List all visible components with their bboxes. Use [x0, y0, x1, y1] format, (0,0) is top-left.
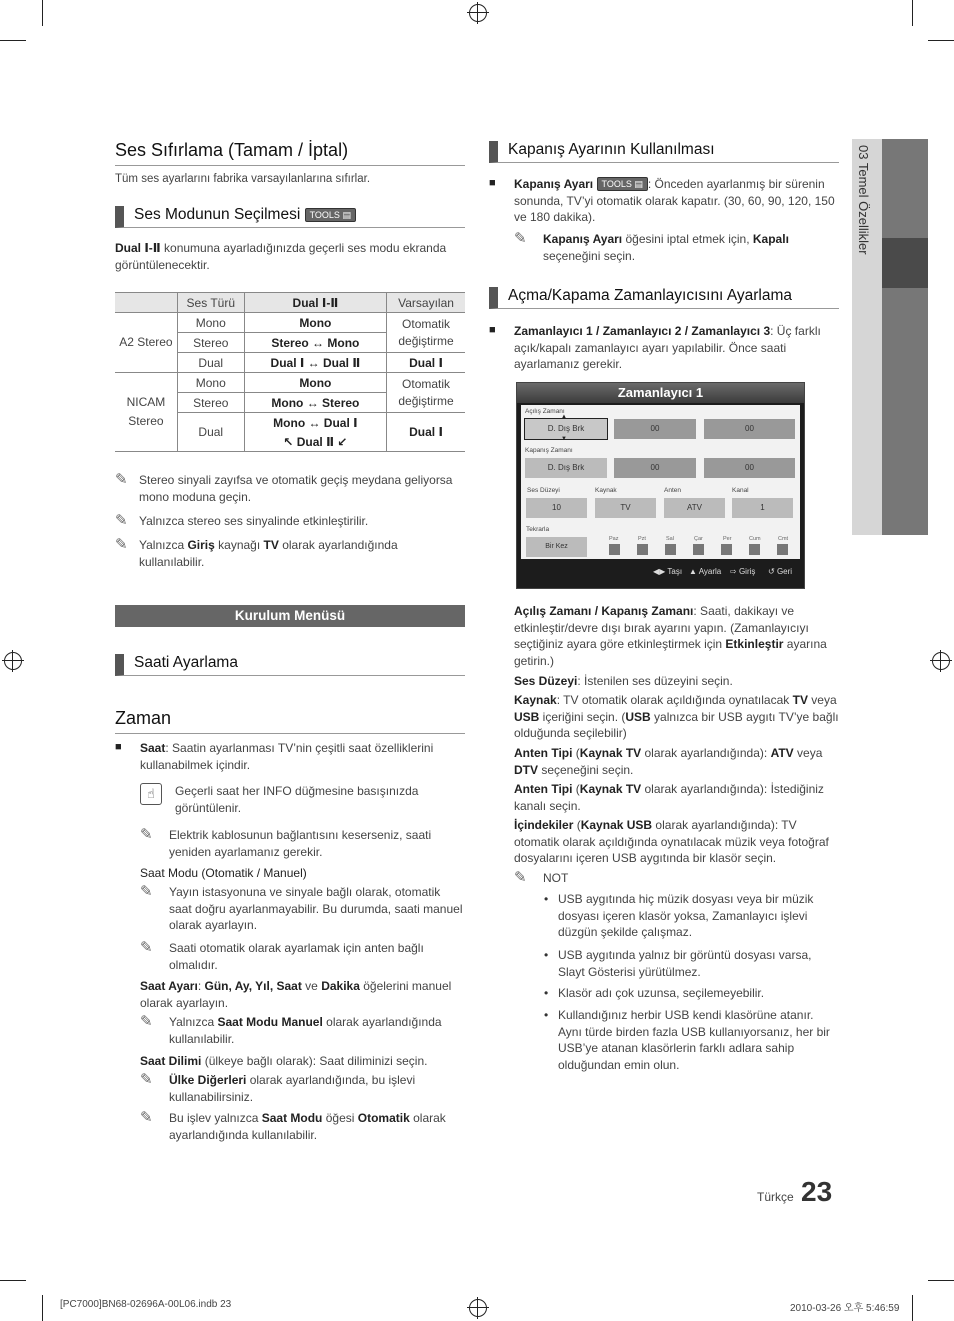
note-text: Saati otomatik olarak ayarlamak için anten bağlı olmalıdır.	[169, 941, 424, 972]
table-cell: Mono	[244, 313, 386, 333]
table-cell: Mono	[244, 373, 386, 393]
crop-mark	[912, 1295, 913, 1321]
note-pencil-icon: ✎	[140, 826, 153, 843]
note-text: Stereo sinyali zayıfsa ve otomatik geçiş meydana geliyorsa mono moduna geçin.	[139, 473, 453, 504]
down-arrow-icon: ▼	[561, 436, 567, 442]
list-item	[544, 891, 834, 941]
text: (	[573, 818, 581, 832]
day-checkbox[interactable]	[665, 544, 676, 555]
bold-text: Etkinleştir	[725, 637, 784, 651]
timer-panel	[521, 405, 800, 559]
square-bullet-icon: ■	[115, 741, 122, 753]
hand-icon: ☝	[140, 783, 162, 805]
table-cell: Mono ↔ Stereo	[244, 393, 386, 413]
bullet-paragraph	[115, 740, 465, 773]
text: öğesi	[322, 1111, 358, 1125]
table-cell: Stereo ↔ Mono	[244, 333, 386, 353]
text: ayarına getirin.)	[514, 637, 827, 668]
bullet-dot-icon: •	[544, 986, 549, 1000]
bold-text: Saat Modu	[261, 1111, 323, 1125]
on-minute-field[interactable]: 00	[704, 419, 795, 439]
off-hour-field[interactable]: 00	[614, 458, 696, 478]
note	[115, 513, 465, 530]
channel-field[interactable]: 1	[732, 498, 793, 518]
paragraph	[514, 745, 839, 778]
bullet-paragraph	[489, 176, 839, 226]
note	[514, 231, 839, 264]
note-pencil-icon: ✎	[115, 536, 128, 553]
section-title-zaman: Zaman	[115, 708, 465, 734]
note	[140, 884, 465, 934]
paragraph	[115, 240, 465, 273]
sub-heading: Saat Modu (Otomatik / Manuel)	[140, 866, 307, 880]
crop-mark	[42, 0, 43, 26]
text: olarak ayarlandığında kullanılabilir.	[169, 1015, 442, 1046]
table-cell: Stereo	[177, 393, 244, 413]
registration-mark-icon	[469, 1299, 487, 1317]
crop-mark	[0, 40, 26, 41]
bullet-paragraph	[489, 323, 839, 373]
note	[140, 1110, 465, 1143]
bold-text: TV	[263, 538, 279, 552]
bold-text: ATV	[770, 746, 794, 760]
paragraph	[514, 781, 839, 814]
text: olarak ayarlandığında): TV otomatik olarak açıldığında oynatılacak müzik veya fotoğraf dosyalarını içeren USB aygıtında bir klasör seçin.	[514, 818, 829, 865]
bold-text: Ses Düzeyi	[514, 674, 578, 688]
text: olarak ayarlandığında, bu işlevi kullanabilirsiniz.	[169, 1073, 416, 1104]
label-anten: Anten	[664, 487, 681, 494]
text: : Üç farklı açık/kapalı zamanlayıcı ayarı yapılabilir. Önce saati ayarlamanız gerekir.	[514, 324, 821, 371]
note-text: Yalnızca stereo ses sinyalinde etkinleştirilir.	[139, 514, 369, 528]
table-header: Ses Türü	[177, 293, 244, 313]
updown-arrows-icon: ▲	[689, 567, 697, 576]
text: öğelerini manuel olarak ayarlayın.	[140, 979, 452, 1010]
text: öğesini iptal etmek için,	[622, 232, 753, 246]
table-cell: Mono	[177, 373, 244, 393]
list-text: Kullandığınız herbir USB kendi klasörüne atanır. Aynı türde birden fazla USB kullanıyorsanız, her bir USB’ye atanan klasörlerin farklı adlara sahip olduğundan emin olun.	[558, 1008, 830, 1072]
text: (	[572, 782, 580, 796]
registration-mark-icon	[4, 652, 22, 670]
bullet-dot-icon: •	[544, 892, 549, 906]
table-header-empty	[115, 293, 177, 313]
footer-label: Taşı	[667, 567, 683, 576]
antenna-field[interactable]: ATV	[664, 498, 725, 518]
enter-icon: ⇨	[730, 567, 737, 576]
bold-text: Anten Tipi	[514, 746, 573, 760]
bold-text: Anten Tipi	[514, 782, 573, 796]
bullet-dot-icon: •	[544, 948, 549, 962]
paragraph	[514, 817, 839, 867]
note	[140, 1072, 465, 1105]
text: : TV otomatik olarak açıldığında oynatılacak	[556, 693, 793, 707]
bold-text: Dual Ⅰ-Ⅱ	[115, 241, 161, 255]
day-checkbox[interactable]	[693, 544, 704, 555]
day-label: Sal	[666, 536, 674, 542]
text: olarak ayarlandığında kullanılabilir.	[139, 538, 398, 569]
footer-label: Geri	[776, 567, 793, 576]
note	[140, 940, 465, 973]
note-pencil-icon: ✎	[140, 1071, 153, 1088]
note-text: NOT	[543, 871, 569, 885]
crop-mark	[0, 1280, 26, 1281]
text: : Önceden ayarlanmış bir sürenin sonunda, TV’yi otomatik olarak kapatır. (30, 60, 90, 120, 150 ve 180 dakika).	[514, 177, 835, 224]
subsection-title-text: Ses Modunun Seçilmesi	[134, 206, 301, 223]
note-pencil-icon: ✎	[140, 1109, 153, 1126]
text: : İstenilen ses düzeyini seçin.	[577, 674, 733, 688]
subsection-title-acma-kapama: Açma/Kapama Zamanlayıcısını Ayarlama	[489, 287, 839, 309]
note-pencil-icon: ✎	[115, 512, 128, 529]
paragraph	[514, 673, 839, 690]
table-cell: Otomatik değiştirme	[387, 373, 465, 413]
label-acilis: Açılış Zamanı	[525, 408, 565, 415]
chapter-tab-label: 03 Temel Özellikler	[856, 145, 871, 255]
text: yalnızca bir USB aygıtı TV’ye bağlı olduğunda seçilebilir)	[514, 709, 839, 740]
square-bullet-icon: ■	[489, 324, 496, 336]
footer-enter	[730, 567, 755, 576]
crop-mark	[42, 1295, 43, 1321]
bold-text: USB	[514, 709, 540, 724]
note-text: Yayın istasyonuna ve sinyale bağlı olarak, otomatik saat doğru ayarlanmayabilir. Bu durumda, saati manuel olarak ayarlayın.	[169, 885, 463, 932]
note-heading	[514, 870, 839, 887]
bold-text: Saat Dilimi	[140, 1054, 202, 1068]
volume-field[interactable]: 10	[526, 498, 587, 518]
page-number: 23	[801, 1176, 833, 1207]
text: : Saati, dakikayı ve etkinleştir/devre dışı bırak ayarını yapın. (Zamanlayıcıyı seçtiğiniz ayara göre etkinleştirmek için	[514, 604, 809, 651]
table-cell: Dual Ⅰ	[387, 353, 465, 373]
off-minute-field[interactable]: 00	[704, 458, 795, 478]
text: veya	[807, 693, 837, 707]
bold-text: USB	[625, 709, 651, 724]
table-cell: Dual Ⅰ ↔ Dual Ⅱ	[244, 353, 386, 373]
day-checkbox[interactable]	[721, 544, 732, 555]
bold-text: Kapanış Ayarı	[543, 232, 623, 246]
paragraph: Tüm ses ayarlarını fabrika varsayılanlarına sıfırlar.	[115, 173, 371, 185]
text: olarak ayarlandığında kullanılabilir.	[169, 1111, 446, 1142]
note-pencil-icon: ✎	[514, 869, 527, 886]
table-cell: Dual	[177, 353, 244, 373]
table-cell: Otomatik değiştirme	[387, 313, 465, 353]
table-cell: Mono ↔ Dual Ⅰ	[244, 413, 386, 433]
bold-text: İçindekiler	[514, 818, 574, 832]
list-text: USB aygıtında yalnız bir görüntü dosyası varsa, Slayt Gösterisi yürütülmez.	[558, 948, 812, 979]
bold-text: Giriş	[187, 538, 215, 552]
return-icon: ↺	[768, 567, 775, 576]
bold-text: Kapalı	[752, 232, 789, 246]
info-note	[140, 783, 465, 816]
bold-text: Saat Ayarı	[140, 979, 198, 993]
text: konumuna ayarladığınızda geçerli ses modu ekranda görüntülenecektir.	[115, 241, 447, 272]
note-pencil-icon: ✎	[140, 1013, 153, 1030]
timer-screen	[516, 382, 805, 589]
bold-text: Zamanlayıcı 1 / Zamanlayıcı 2 / Zamanlayıcı 3	[514, 324, 771, 338]
text: Yalnızca	[139, 538, 188, 552]
day-label: Cmt	[778, 536, 789, 542]
text: :	[197, 979, 205, 993]
list-item	[544, 985, 834, 1002]
bold-text: Kaynak USB	[580, 818, 653, 832]
on-hour-field[interactable]: 00	[614, 419, 696, 439]
registration-mark-icon	[469, 4, 487, 22]
text: ve	[301, 979, 322, 993]
language-label: Türkçe	[757, 1190, 794, 1204]
list-item	[544, 947, 834, 980]
paragraph	[514, 603, 839, 669]
label-kaynak: Kaynak	[595, 487, 617, 494]
move-arrows-icon: ◀▶	[653, 567, 666, 576]
crop-mark	[912, 0, 913, 26]
section-bar-kurulum: Kurulum Menüsü	[115, 605, 465, 627]
day-label: Çar	[694, 536, 703, 542]
section-title-ses-sifirlama: Ses Sıfırlama (Tamam / İptal)	[115, 140, 465, 166]
day-checkbox[interactable]	[777, 544, 788, 555]
chapter-tab-marker	[882, 238, 928, 288]
chapter-tab-dark	[882, 139, 928, 535]
table-cell: Dual Ⅰ	[387, 413, 465, 452]
footer-label: Ayarla	[698, 567, 722, 576]
timer-title: Zamanlayıcı 1	[517, 383, 804, 403]
note-pencil-icon: ✎	[514, 230, 527, 247]
text: seçeneğini seçin.	[543, 248, 636, 263]
tools-label: TOOLS	[601, 179, 632, 189]
text: veya	[793, 746, 823, 760]
day-label: Cum	[749, 536, 761, 542]
day-checkbox[interactable]	[637, 544, 648, 555]
label-tekrarla: Tekrarla	[526, 526, 550, 533]
bullet-dot-icon: •	[544, 1008, 549, 1022]
file-name: [PC7000]BN68-02696A-00L06.indb 23	[60, 1299, 232, 1310]
bold-text: TV	[792, 693, 808, 707]
tools-badge: TOOLS ▤	[597, 177, 648, 191]
label-kanal: Kanal	[732, 487, 749, 494]
bold-text: Kaynak TV	[579, 782, 642, 796]
bold-text: Saat Modu Manuel	[217, 1015, 323, 1029]
table-cell: Mono	[177, 313, 244, 333]
square-bullet-icon: ■	[489, 177, 496, 189]
bold-text: Açılış Zamanı / Kapanış Zamanı	[514, 604, 694, 618]
day-checkbox[interactable]	[609, 544, 620, 555]
footer-adjust	[689, 567, 721, 576]
bold-text: Gün, Ay, Yıl, Saat	[204, 979, 302, 993]
off-time-select[interactable]: D. Dış Brk	[525, 458, 607, 478]
note	[140, 1014, 465, 1047]
list-item	[544, 1007, 834, 1073]
bold-text: Kaynak TV	[579, 746, 642, 760]
table-header: Dual Ⅰ-Ⅱ	[244, 293, 386, 313]
bold-text: Saat	[140, 741, 166, 755]
label-ses: Ses Düzeyi	[527, 487, 560, 494]
table-cell: Dual	[177, 413, 244, 452]
bold-text: Kaynak	[514, 693, 557, 707]
footer-move	[653, 567, 682, 576]
tools-label: TOOLS	[309, 210, 340, 220]
text: (ülkeye bağlı olarak): Saat diliminizi seçin.	[201, 1054, 428, 1068]
note-pencil-icon: ✎	[115, 471, 128, 488]
note	[140, 827, 465, 860]
table-header: Varsayılan	[387, 293, 465, 313]
text: Yalnızca	[169, 1015, 218, 1029]
note-pencil-icon: ✎	[140, 939, 153, 956]
day-label: Per	[723, 536, 732, 542]
table-cell: ↖ Dual Ⅱ ↙	[244, 432, 386, 452]
tools-badge: TOOLS ▤	[305, 208, 356, 222]
bold-text: Ülke Diğerleri	[169, 1073, 247, 1087]
on-time-select[interactable]: D. Dış Brk	[524, 418, 608, 440]
subsection-title-saati: Saati Ayarlama	[115, 654, 465, 676]
subsection-title-kapanis: Kapanış Ayarının Kullanılması	[489, 141, 839, 163]
text: seçeneğini seçin.	[538, 762, 634, 777]
bold-text: DTV	[514, 762, 538, 777]
registration-mark-icon	[932, 652, 950, 670]
subsection-title-ses-modu	[115, 206, 465, 228]
crop-mark	[928, 40, 954, 41]
text: (	[572, 746, 580, 760]
day-label: Pzt	[638, 536, 646, 542]
footer-return	[768, 567, 792, 576]
bold-text: Kapanış Ayarı	[514, 177, 594, 191]
label-kapanis: Kapanış Zamanı	[525, 447, 573, 454]
text: olarak ayarlandığında): İstediğiniz kanalı seçin.	[514, 782, 824, 813]
up-arrow-icon: ▲	[561, 414, 567, 420]
bold-text: Dakika	[321, 979, 360, 993]
text: olarak ayarlandığında):	[641, 746, 771, 760]
day-label: Paz	[609, 536, 619, 542]
list-text: Klasör adı çok uzunsa, seçilemeyebilir.	[558, 986, 765, 1000]
table-cell: A2 Stereo	[115, 313, 177, 373]
source-field[interactable]: TV	[595, 498, 656, 518]
paragraph	[514, 692, 839, 742]
note-text: Geçerli saat her INFO düğmesine basışınızda görüntülenir.	[175, 784, 419, 815]
text: içeriğini seçin. (	[539, 709, 626, 724]
list-text: USB aygıtında hiç müzik dosyası veya bir müzik dosyası içeren klasör yoksa, Zamanlayıcı işlevi düzgün şekilde çalışmaz.	[558, 892, 814, 939]
paragraph	[140, 978, 465, 1011]
table-cell: Stereo	[177, 333, 244, 353]
day-checkbox[interactable]	[749, 544, 760, 555]
text: kaynağı	[214, 538, 264, 552]
crop-mark	[928, 1280, 954, 1281]
note	[115, 537, 465, 570]
sound-mode-table	[115, 292, 465, 452]
print-date: 2010-03-26 오후 5:46:59	[790, 1303, 900, 1314]
table-cell: NICAM Stereo	[115, 373, 177, 452]
text: Bu işlev yalnızca	[169, 1111, 262, 1125]
note	[115, 472, 465, 505]
paragraph	[140, 1053, 465, 1070]
footer-label: Giriş	[738, 567, 756, 576]
text: : Saatin ayarlanması TV’nin çeşitli saat özelliklerini kullanabilmek içindir.	[140, 741, 434, 772]
note-pencil-icon: ✎	[140, 883, 153, 900]
repeat-field[interactable]: Bir Kez	[526, 537, 587, 557]
note-text: Elektrik kablosunun bağlantısını keserseniz, saati yeniden ayarlamanız gerekir.	[169, 828, 432, 859]
bold-text: Otomatik	[357, 1111, 410, 1125]
